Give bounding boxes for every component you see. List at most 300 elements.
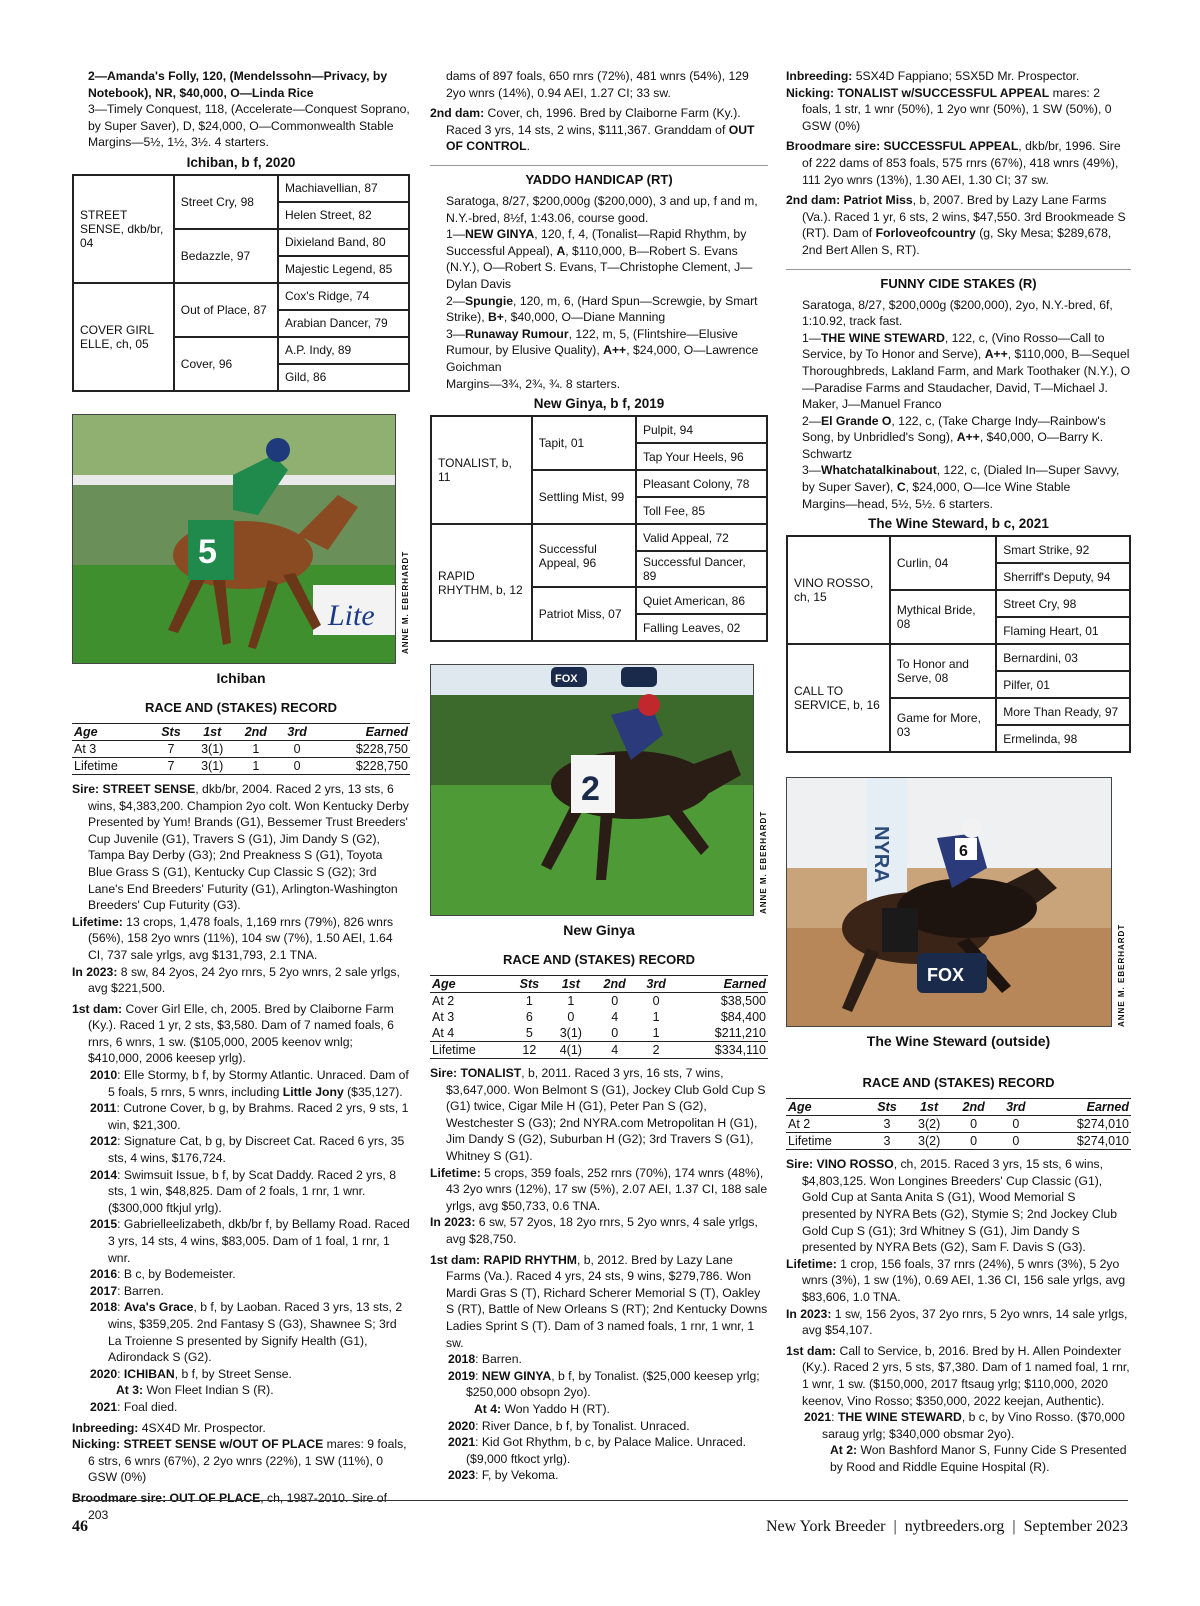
result-pos: 2— (802, 413, 821, 428)
produce-item: 2018: Ava's Grace, b f, by Laoban. Raced 3 yrs, 13 sts, 2 wins, $359,205. 2nd Fantasy S (G3), Shawnee S; 3rd La Troienne S presented by Signify Health (G1), Adirondack S (G2). (90, 1300, 403, 1365)
record-cell: 3(1) (201, 741, 224, 756)
record-header: Sts (510, 976, 549, 993)
produce-year: 2019 (448, 1368, 476, 1383)
saddle-number: 2 (581, 770, 600, 809)
sire-text: , ch, 2015. Raced 3 yrs, 15 sts, 6 wins, $4,803,125. Won Longines Breeders' Cup Classic (G1), Gold Cup at Santa Anita S (G1), Wood Memorial S presented by NYRA Bets (G2), Stymie S; 2nd Jockey Club Gold Cup S (G1); 3rd Whitney S (G1), Jim Dandy S presented by NYRA Bets (G2), Sam F. Davis S (G3). (802, 1157, 1117, 1255)
record-cell: 6 (525, 1010, 533, 1025)
result-rest: , $40,000, O—Barry K. Schwartz (802, 430, 1104, 461)
broodmare-label: Broodmare sire: SUCCESSFUL APPEAL (786, 139, 1019, 154)
race-result (786, 330, 1131, 413)
pedigree-g2: Game for More, 03 (890, 698, 996, 752)
dam-text: Call to Service, b, 2016. Bred by H. Allen Poindexter (Ky.). Raced 2 yrs, 5 sts, $7,380. Dam of 1 named foal, 1 rnr, 1 wnr, 1 sw. ($150,000, 2017 ftsaug yrlg; $110,000, 2020 keenov, Vino Rosso; $350,000, 2022 keejan, Authentic). (802, 1343, 1130, 1408)
lifetime-label: Lifetime: (72, 914, 123, 929)
record-table (786, 1098, 1131, 1150)
produce-note (72, 1382, 410, 1399)
record-header: Sts (151, 723, 190, 740)
horse-photo-illustration (73, 415, 395, 663)
record-cell: At 3 (432, 1010, 455, 1025)
pedigree-g2: Tapit, 01 (532, 416, 636, 470)
record-header: 3rd (278, 723, 317, 740)
pedigree-g2: Out of Place, 87 (174, 283, 278, 337)
dam-label: 1st dam: (786, 1343, 837, 1358)
pedigree-g3: Ermelinda, 98 (996, 725, 1130, 752)
record-cell: 4 (611, 1010, 619, 1025)
produce-item: 2019: NEW GINYA, b f, by Tonalist. ($25,000 keesep yrlg; $250,000 obsopn 2yo). (448, 1368, 760, 1400)
sign-text: FOX (555, 673, 578, 686)
record-cell: At 4 (432, 1026, 455, 1041)
result-rest: , $110,000, B—Robert S. Evans (N.Y.), O—Robert S. Evans, T—Christophe Clement, J—Dylan Davis (446, 243, 753, 291)
result-2 (72, 68, 410, 101)
produce-text: : B c, by Bodemeister. (117, 1267, 236, 1282)
record-title: RACE AND (STAKES) RECORD (862, 1075, 1055, 1091)
pedigree-title: Ichiban, b f, 2020 (186, 154, 296, 170)
record-row (430, 1025, 768, 1042)
pedigree-g3: Helen Street, 82 (278, 202, 409, 229)
result-name: Spungie (464, 293, 514, 308)
inbreeding-paragraph (72, 1420, 410, 1437)
record-cell: $211,210 (714, 1026, 766, 1041)
nicking-paragraph (72, 1436, 410, 1486)
lifetime-text: 1 crop, 156 foals, 37 rnrs (24%), 5 wnrs (3%), 5 2yo wnrs (3%), 1 sw (1%), 0.69 AEI, 1.36 CI, 156 sale yrlgs, avg $83,606, 1.0 TNA. (802, 1256, 1126, 1304)
nicking-text: mares: 9 foals, 6 strs, 6 wnrs (67%), 2 2yo wnrs (22%), 1 SW (11%), 0 GSW (0%) (88, 1437, 407, 1485)
footer-publication: New York Breeder | nytbreeders.org | September 2023 (765, 1518, 1128, 1535)
produce-year: 2020 (448, 1418, 476, 1433)
second-dam-text: Cover, ch, 1996. Bred by Claiborne Farm (Ky.). Raced 3 yrs, 14 sts, 2 wins, $111,367. Granddam of (446, 106, 741, 137)
record-cell: 4(1) (549, 1042, 593, 1059)
result-text: , 122, m, 5, (Flintshire—Elusive Rumour, by Elusive Quality), (446, 326, 738, 358)
pedigree-table (430, 415, 768, 642)
produce-year: 2017 (90, 1283, 118, 1298)
record-header: 3rd (996, 1099, 1036, 1116)
sign-text: FOX (927, 965, 965, 986)
result-grade: B+ (487, 310, 504, 325)
record-cell: 5 (525, 1026, 533, 1041)
sire-label: Sire: TONALIST (430, 1066, 522, 1081)
record-cell: 7 (167, 741, 175, 756)
record-cell: 0 (293, 741, 301, 756)
lifetime-paragraph (430, 1165, 768, 1215)
record-header: 2nd (951, 1099, 996, 1116)
pedigree-g3: Pulpit, 94 (636, 416, 767, 443)
result-text: , 122, c, (Vino Rosso—Call to Service, by To Honor and Serve), (802, 330, 1105, 362)
result-name: Runaway Rumour (464, 326, 569, 341)
dam-paragraph (72, 1001, 410, 1067)
result-rest: , $24,000, O—Ice Wine Stable (905, 480, 1071, 495)
produce-bold: Ava's Grace (123, 1300, 194, 1315)
page-number: 46 (72, 1518, 88, 1535)
horse-photo (430, 664, 754, 916)
pedigree-g3: Majestic Legend, 85 (278, 256, 409, 283)
sire-text: , dkb/br, 2004. Raced 2 yrs, 13 sts, 6 wins, $4,383,200. Champion 2yo colt. Won Kentucky Derby Presented by Yum! Brands (G1), Bessemer Trust Breeders' Cup Juvenile (G1), Travers S (G1), Jim Dandy S (G2), Tampa Bay Derby (G3); 2nd Preakness S (G1), Toyota Blue Grass S (G1), Kentucky Cup Classic S (G2); 3rd Lane's End Breeders' Futurity (G1), Arlington-Washington Breeders' Cup Futurity (G3). (88, 781, 409, 913)
result-pos: 3— (802, 463, 821, 478)
result-grade: A (556, 243, 566, 258)
broodmare-text: , ch, 1987-2010. Sire of 203 (88, 1490, 387, 1522)
pedigree-g3: Gild, 86 (278, 364, 409, 391)
pedigree-table (72, 174, 410, 392)
result-rest: , $40,000, O—Diane Manning (503, 310, 666, 325)
race-result (430, 293, 768, 326)
produce-year: 2015 (90, 1217, 118, 1232)
race-result (430, 226, 768, 292)
produce-year: 2021 (448, 1435, 476, 1450)
produce-item (72, 1216, 410, 1266)
section-divider (430, 165, 768, 166)
produce-year: 2014 (90, 1167, 118, 1182)
lifetime-paragraph (786, 1256, 1131, 1306)
produce-note-text: Won Fleet Indian S (R). (143, 1383, 274, 1398)
record-cell: 0 (951, 1133, 996, 1150)
result-text: , 122, c, (Take Charge Indy—Rainbow's Song, by Unbridled's Song), (802, 413, 1106, 445)
pedigree-g3: Valid Appeal, 72 (636, 524, 767, 551)
produce-text: : Cutrone Cover, b g, by Brahms. Raced 2 yrs, 9 sts, 1 win, $21,300. (108, 1101, 409, 1132)
pedigree-g3: Bernardini, 03 (996, 644, 1130, 671)
record-cell: 0 (611, 1026, 619, 1041)
record-row (786, 1116, 1131, 1133)
column-1 (72, 68, 410, 1523)
record-cell: $84,400 (720, 1010, 766, 1025)
photo-caption: New Ginya (563, 922, 635, 939)
result-name: El Grande O (820, 413, 892, 428)
produce-note (786, 1442, 1131, 1475)
record-title: RACE AND (STAKES) RECORD (502, 952, 696, 968)
horse-photo-illustration (431, 665, 753, 915)
record-cell: 1 (252, 741, 260, 756)
pedigree-g3: A.P. Indy, 89 (278, 337, 409, 364)
sire-label: Sire: STREET SENSE (72, 781, 196, 796)
pedigree-g3: Falling Leaves, 02 (636, 614, 767, 641)
pedigree-g2: Settling Mist, 99 (532, 470, 636, 524)
pedigree-g3: Cox's Ridge, 74 (278, 283, 409, 310)
pedigree-sire: VINO ROSSO, ch, 15 (787, 536, 890, 644)
produce-text: , b f, by Laoban. Raced 3 yrs, 13 sts, 2 wins, $359,205. 2nd Fantasy S (G3), Shawnee S; 3rd La Troienne S presented by Signify Health (G1), Adirondack S (G2). (108, 1300, 403, 1365)
record-header: 2nd (234, 723, 278, 740)
produce-text: : Barren. (475, 1352, 522, 1367)
pedigree-sire: STREET SENSE, dkb/br, 04 (73, 175, 174, 283)
broodmare-continued: dams of 897 foals, 650 rnrs (72%), 481 wnrs (54%), 129 2yo wnrs (14%), 0.94 AEI, 1.27 CI; 33 sw. (446, 69, 749, 100)
dam-text: , b, 2012. Bred by Lazy Lane Farms (Va.). Raced 4 yrs, 24 sts, 9 wins, $279,786. Won Mardi Gras S (T), Richard Scherer Memorial S (T), Oakley S (RT), Battle of New Orleans S (RT); 2nd Kentucky Downs Ladies Sprint S (T). Dam of 3 named foals, 1 rnr, 1 wnr, 1 sw. (446, 1252, 768, 1350)
record-header: Sts (867, 1099, 907, 1116)
result-pos: 2— (446, 293, 465, 308)
column-3 (786, 68, 1131, 1476)
saddle-number: 5 (198, 532, 217, 571)
record-cell: 2 (637, 1042, 676, 1059)
record-cell: 0 (1012, 1117, 1020, 1132)
in2023-label: In 2023: (72, 964, 118, 979)
photo-caption: The Wine Steward (outside) (866, 1033, 1051, 1050)
pedigree-dam: RAPID RHYTHM, b, 12 (431, 524, 532, 641)
record-cell: 7 (151, 757, 190, 774)
banner-text: NYRA (870, 826, 892, 883)
produce-text: : Swimsuit Issue, b f, by Scat Daddy. Raced 2 yrs, 8 sts, 1 win, $48,825. Dam of 2 foals, 1 rnr, 1 wnr. ($300,000 ftkjul yrlg). (108, 1167, 396, 1215)
second-dam-bold: OUT OF CONTROL (446, 122, 755, 154)
result-name: Whatchatalkinabout (820, 463, 937, 478)
sire-paragraph (430, 1065, 768, 1165)
pedigree-g2: Patriot Miss, 07 (532, 587, 636, 641)
record-row (430, 993, 768, 1010)
broodmare-paragraph (72, 1490, 410, 1523)
pedigree-g2: Street Cry, 98 (174, 175, 278, 229)
pedigree-g2: Mythical Bride, 08 (890, 590, 996, 644)
inbreeding-label: Inbreeding: (72, 1420, 139, 1435)
race-margins: Margins—head, 5½, 5½. 6 starters. (802, 496, 994, 511)
record-row (72, 740, 410, 757)
pedigree-g3: Pleasant Colony, 78 (636, 470, 767, 497)
in2023-text: 6 sw, 57 2yos, 18 2yo rnrs, 5 2yo wnrs, 4 sale yrlgs, avg $28,750. (446, 1215, 758, 1247)
record-cell: Lifetime (430, 1042, 510, 1059)
record-header: Age (430, 976, 510, 993)
in2023-paragraph (786, 1306, 1131, 1339)
result-grade: A++ (984, 347, 1008, 362)
pedigree-g3: Flaming Heart, 01 (996, 617, 1130, 644)
produce-year: 2018 (90, 1300, 118, 1315)
produce-note-label: At 3: (116, 1383, 144, 1398)
photo-block (430, 664, 768, 938)
pedigree-g3: Pilfer, 01 (996, 671, 1130, 698)
produce-bold: THE WINE STEWARD (837, 1410, 962, 1425)
result-pos: 3— (446, 326, 465, 341)
pedigree-g3: Toll Fee, 85 (636, 497, 767, 524)
produce-item (72, 1283, 410, 1300)
nicking-text: mares: 2 foals, 1 str, 1 wnr (50%), 1 2yo wnr (50%), 1 SW (50%), 0 GSW (0%) (802, 85, 1112, 133)
produce-tail: ($35,127). (343, 1084, 403, 1099)
record-cell: 3(2) (907, 1133, 952, 1150)
produce-bold: Little Jony (282, 1084, 344, 1099)
produce-text: : Gabrielleelizabeth, dkb/br f, by Bellamy Road. Raced 3 yrs, 14 sts, 4 wins, $83,005. Dam of 1 foal, 1 rnr, 1 wnr. (108, 1217, 410, 1265)
lifetime-text: 5 crops, 359 foals, 252 rnrs (70%), 174 wnrs (48%), 43 2yo wnrs (12%), 17 sw (5%), 2.07 AEI, 1.37 CI, 188 sale yrlgs, avg $50,733, 0.6 TNA. (446, 1165, 768, 1213)
inbreeding-paragraph (786, 68, 1131, 85)
record-cell: $274,010 (1036, 1133, 1131, 1150)
record-cell: 3(1) (190, 757, 234, 774)
footer-divider (72, 1500, 1128, 1501)
record-cell: 0 (970, 1117, 978, 1132)
record-cell: 1 (567, 994, 575, 1009)
produce-note (430, 1401, 768, 1418)
result-text: , 120, m, 6, (Hard Spun—Screwgie, by Smart Strike), (446, 293, 758, 325)
lifetime-label: Lifetime: (786, 1256, 837, 1271)
produce-item (72, 1266, 410, 1283)
record-cell: Lifetime (72, 757, 151, 774)
pedigree-g2: Successful Appeal, 96 (532, 524, 636, 587)
race-info: Saratoga, 8/27, $200,000g ($200,000), 3 and up, f and m, N.Y.-bred, 8½f, 1:43.06, course good. (446, 193, 758, 225)
record-cell: 0 (996, 1133, 1036, 1150)
second-dam-paragraph (430, 105, 768, 155)
produce-item (72, 1100, 410, 1133)
pedigree-title: The Wine Steward, b c, 2021 (868, 516, 1049, 532)
record-cell: 0 (567, 1010, 575, 1025)
race-result (786, 413, 1131, 463)
broodmare-text: , dkb/br, 1996. Sire of 222 dams of 853 foals, 575 rnrs (67%), 418 wnrs (49%), 111 2yo wnrs (13%), 1.30 AEI, 1.30 CI; 37 sw. (802, 139, 1121, 187)
produce-year: 2012 (90, 1134, 118, 1149)
in2023-text: 8 sw, 84 2yos, 24 2yo rnrs, 5 2yo wnrs, 2 sale yrlgs, avg $221,500. (88, 964, 400, 996)
pedigree-title: New Ginya, b f, 2019 (533, 396, 665, 412)
record-table (430, 975, 768, 1059)
horse-photo (786, 777, 1112, 1027)
inbreeding-text: 4SX4D Mr. Prospector. (138, 1420, 266, 1435)
record-cell: At 2 (788, 1117, 811, 1132)
race-margins: Margins—3¾, 2¾, ¾. 8 starters. (446, 376, 621, 391)
record-cell: 3(1) (559, 1026, 582, 1041)
photo-block (786, 777, 1131, 1049)
result-grade: A++ (956, 430, 980, 445)
produce-item (430, 1418, 768, 1435)
broodmare-paragraph (786, 138, 1131, 188)
produce-year: 2011 (90, 1101, 117, 1116)
pedigree-g3: More Than Ready, 97 (996, 698, 1130, 725)
produce-item (72, 1133, 410, 1166)
produce-text: : Kid Got Rhythm, b c, by Palace Malice. Unraced. ($9,000 ftkoct yrlg). (466, 1435, 747, 1466)
produce-item: 2021: THE WINE STEWARD, b c, by Vino Rosso. ($70,000 saraug yrlg; $340,000 obsmar 2yo). (804, 1410, 1125, 1441)
pedigree-g2: Cover, 96 (174, 337, 278, 391)
margins: Margins—5½, 1½, 3½. 4 starters. (88, 135, 269, 150)
pedigree-g3: Tap Your Heels, 96 (636, 443, 767, 470)
record-header: 1st (907, 1099, 952, 1116)
pedigree-g3: Machiavellian, 87 (278, 175, 409, 202)
produce-item: 2020: ICHIBAN, b f, by Street Sense. (90, 1366, 292, 1381)
nicking-paragraph (786, 85, 1131, 135)
produce-note-text: Won Yaddo H (RT). (501, 1401, 610, 1416)
record-cell: Lifetime (786, 1133, 867, 1150)
record-cell: 3 (867, 1133, 907, 1150)
pedigree-g3: Arabian Dancer, 79 (278, 310, 409, 337)
produce-item (72, 1167, 410, 1217)
record-cell: 1 (652, 1026, 660, 1041)
produce-text: : Barren. (117, 1283, 164, 1298)
pedigree-dam: COVER GIRL ELLE, ch, 05 (73, 283, 174, 391)
second-dam-label: 2nd dam: (430, 106, 485, 121)
second-dam-paragraph (786, 192, 1131, 258)
result-name: THE WINE STEWARD (820, 330, 945, 345)
in2023-paragraph (430, 1214, 768, 1247)
record-header: Age (72, 723, 151, 740)
dam-label: 1st dam: (72, 1001, 123, 1016)
produce-year: 2023 (448, 1468, 476, 1483)
result-name: NEW GINYA (464, 227, 535, 242)
result-rest: , $110,000, B—Sequel Thoroughbreds, Lakland Farm, and Mark Toothaker (N.Y.), O—Paradise Farms and Staudacher, David, T—Michael J. Maker, J—Manuel Franco (802, 347, 1131, 412)
second-dam-bold: Forloveofcountry (875, 226, 976, 241)
record-cell: 3(2) (918, 1117, 941, 1132)
photo-credit: ANNE M. EBERHARDT (1117, 924, 1126, 1028)
pedigree-g3: Street Cry, 98 (996, 590, 1130, 617)
record-cell: 0 (278, 757, 317, 774)
photo-credit: ANNE M. EBERHARDT (401, 550, 410, 654)
photo-credit: ANNE M. EBERHARDT (759, 810, 768, 915)
record-header: 1st (549, 976, 593, 993)
dam-text: Cover Girl Elle, ch, 2005. Bred by Claiborne Farm (Ky.). Raced 1 yr, 2 sts, $3,580. Dam of 7 named foals, 6 rnrs, 6 wnrs, 1 sw. ($105,000, 2005 keenov wnlg; $410,000, 2006 keesep yrlg). (88, 1001, 394, 1066)
produce-text: : Signature Cat, b g, by Discreet Cat. Raced 6 yrs, 35 sts, 4 wins, $176,724. (108, 1134, 405, 1166)
pedigree-g3: Smart Strike, 92 (996, 536, 1130, 563)
result-3 (72, 101, 410, 134)
produce-year: 2021 (90, 1399, 118, 1414)
horse-photo (72, 414, 396, 664)
nicking-label: Nicking: TONALIST w/SUCCESSFUL APPEAL (786, 85, 1050, 100)
produce-item (430, 1434, 768, 1467)
section-divider (786, 269, 1131, 270)
result-pos: 1— (802, 330, 821, 345)
result-3-text: 3—Timely Conquest, 118, (Accelerate—Conquest Soprano, by Super Saver), D, $24,000, O—Commonwealth Stable (88, 102, 410, 133)
race-result (786, 462, 1131, 495)
record-cell: $334,110 (676, 1042, 768, 1059)
record-cell: 1 (525, 994, 533, 1009)
record-cell: 0 (652, 994, 660, 1009)
sire-paragraph (72, 781, 410, 914)
pedigree-sire: TONALIST, b, 11 (431, 416, 532, 524)
produce-text: , b f, by Street Sense. (174, 1366, 292, 1381)
in2023-paragraph (72, 964, 410, 997)
result-text: , 120, f, 4, (Tonalist—Rapid Rhythm, by Successful Appeal), (446, 227, 747, 258)
produce-text: , b f, by Tonalist. ($25,000 keesep yrlg; $250,000 obsopn 2yo). (466, 1368, 760, 1400)
sire-text: , b, 2011. Raced 3 yrs, 16 sts, 7 wins, $3,647,000. Won Belmont S (G1), Jockey Club Gold Cup S (G1) twice, Cigar Mile H (G1), Peter Pan S (G2), Westchester S (G3); 2nd NYRA.com Metropolitan H (G1), Jim Dandy S (G2), Suburban H (G2); 3rd Travers S (G1), Whitney S (G1). (446, 1066, 766, 1164)
record-cell: At 3 (74, 741, 97, 756)
produce-note-label: At 2: (830, 1443, 858, 1458)
record-cell: $228,750 (355, 741, 408, 756)
race-result (430, 326, 768, 376)
inbreeding-label: Inbreeding: (786, 69, 853, 83)
in2023-label: In 2023: (786, 1306, 832, 1321)
second-dam-label: 2nd dam: Patriot Miss (786, 193, 913, 208)
lifetime-label: Lifetime: (430, 1165, 481, 1180)
column-2 (430, 68, 768, 1484)
produce-year: 2018 (448, 1352, 476, 1367)
produce-year: 2020 (90, 1366, 118, 1381)
record-cell: $274,010 (1076, 1117, 1129, 1132)
record-header: 1st (190, 723, 234, 740)
produce-bold: ICHIBAN (123, 1366, 175, 1381)
pedigree-g2: To Honor and Serve, 08 (890, 644, 996, 698)
pedigree-g2: Curlin, 04 (890, 536, 996, 590)
race-info: Saratoga, 8/27, $200,000g ($200,000), 2yo, N.Y.-bred, 6f, 1:10.92, track fast. (802, 297, 1113, 329)
produce-year: 2016 (90, 1267, 118, 1282)
record-header: 3rd (637, 976, 676, 993)
produce-year: 2010 (90, 1068, 118, 1083)
sign-text: Lite (328, 598, 375, 632)
photo-caption: Ichiban (216, 669, 266, 686)
result-pos: 1— (446, 227, 465, 242)
record-cell: $38,500 (720, 994, 766, 1009)
record-cell: 1 (234, 757, 278, 774)
result-text: , 122, c, (Dialed In—Super Savvy, by Super Saver), (802, 463, 1120, 495)
produce-text: : Elle Stormy, b f, by Stormy Atlantic. Unraced. Dam of 5 foals, 5 rnrs, 5 wnrs, including (108, 1068, 409, 1099)
inbreeding-text: 5SX4D Fappiano; 5SX5D Mr. Prospector. (852, 69, 1080, 83)
produce-item (430, 1351, 768, 1368)
record-cell: 0 (611, 994, 619, 1009)
record-header: Earned (317, 723, 410, 740)
record-cell: 3 (883, 1117, 891, 1132)
second-dam-text: , b, 2007. Bred by Lazy Lane Farms (Va.). Raced 1 yr, 6 sts, 2 wins, $47,550. 3rd Brookmeade S (RT). Dam of (802, 193, 1126, 241)
sire-paragraph (786, 1156, 1131, 1256)
pedigree-table (786, 535, 1131, 753)
record-row (72, 757, 410, 774)
lifetime-paragraph (72, 914, 410, 964)
pedigree-g3: Sherriff's Deputy, 94 (996, 563, 1130, 590)
produce-text: : River Dance, b f, by Tonalist. Unraced. (475, 1418, 690, 1433)
produce-bold: NEW GINYA (481, 1368, 552, 1383)
produce-text: : Foal died. (117, 1399, 178, 1414)
record-header: Earned (1036, 1099, 1131, 1116)
dam-paragraph (786, 1343, 1131, 1409)
record-cell: 12 (510, 1042, 549, 1059)
produce-item (72, 1399, 410, 1416)
record-table (72, 723, 410, 775)
produce-item (72, 1067, 410, 1100)
record-row (786, 1133, 1131, 1150)
in2023-label: In 2023: (430, 1215, 476, 1230)
in2023-text: 1 sw, 156 2yos, 37 2yo rnrs, 5 2yo wnrs, 14 sale yrlgs, avg $54,107. (802, 1306, 1128, 1338)
record-cell: 1 (652, 1010, 660, 1025)
record-cell: $228,750 (317, 757, 410, 774)
produce-item (430, 1467, 768, 1484)
result-2-text: 2—Amanda's Folly, 120, (Mendelssohn—Privacy, by Notebook), NR, $40,000, O—Linda Rice (88, 69, 388, 100)
nicking-label: Nicking: STREET SENSE w/OUT OF PLACE (72, 1437, 324, 1452)
